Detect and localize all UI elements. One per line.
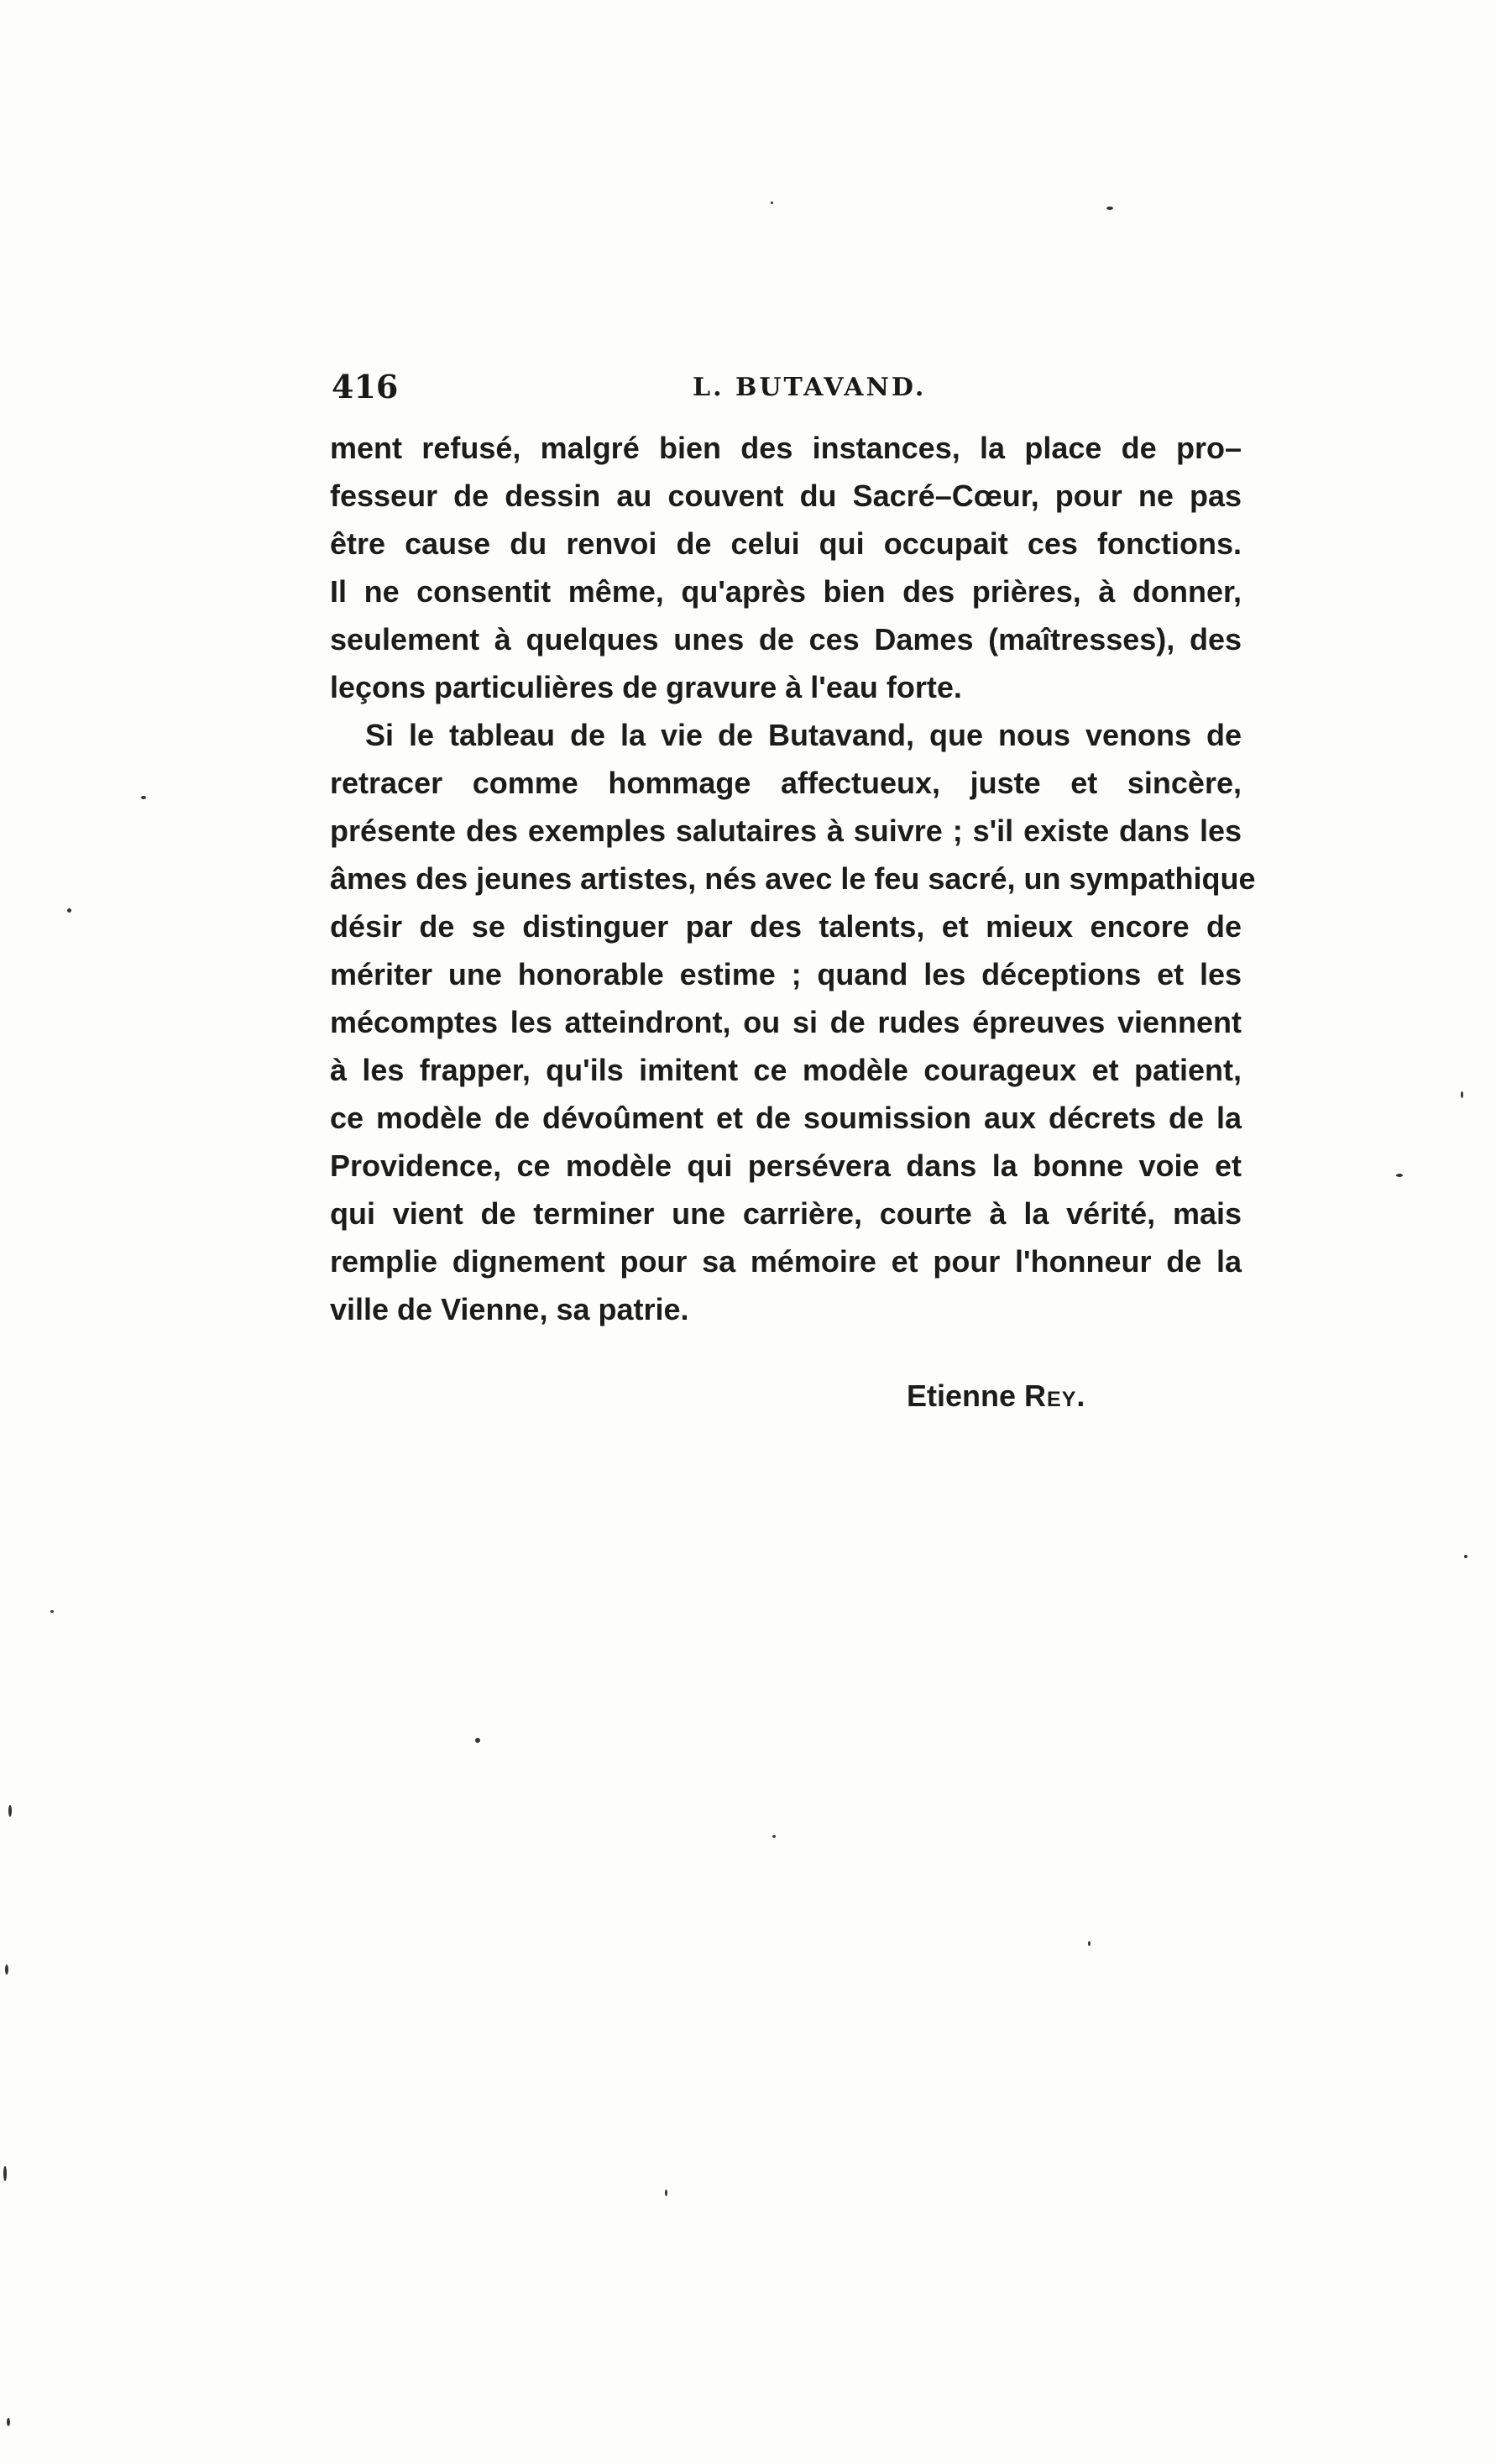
text-line: remplie dignement pour sa mémoire et pour l'honneur de la [330,1244,1242,1279]
paragraph-1 [330,424,1242,711]
scan-speck [1464,1555,1467,1558]
text-line: Si le tableau de la vie de Butavand, que nous venons de [365,718,1242,752]
text-line: mériter une honorable estime ; quand les déceptions et les [330,957,1242,991]
text-line: ment refusé, malgré bien des instances, la place de pro– [330,431,1242,465]
scan-speck [772,1835,776,1838]
scan-speck [8,1805,12,1817]
paragraph-2 [330,711,1256,1333]
scan-speck [5,1964,8,1975]
text-line: à les frapper, qu'ils imitent ce modèle courageux et patient, [330,1053,1242,1087]
scan-speck [1396,1174,1403,1177]
text-line: Il ne consentit même, qu'après bien des prières, à donner, [330,574,1242,609]
text-line: fesseur de dessin au couvent du Sacré–Cœur, pour ne pas [330,479,1242,513]
text-line: mécomptes les atteindront, ou si de rudes épreuves viennent [330,1005,1242,1039]
scan-speck [3,2166,7,2181]
text-line: être cause du renvoi de celui qui occupait ces fonctions. [330,526,1242,561]
scan-speck [1106,207,1113,210]
scan-speck [771,201,773,204]
text-line: leçons particulières de gravure à l'eau forte. [330,670,962,704]
scan-speck [1461,1091,1463,1098]
text-line: âmes des jeunes artistes, nés avec le feu sacré, un sympathique [330,861,1256,896]
text-line: seulement à quelques unes de ces Dames (maîtresses), des [330,622,1242,657]
page-header [332,361,1247,411]
author-signature [907,1378,1085,1414]
text-line: qui vient de terminer une carrière, courte à la vérité, mais [330,1196,1242,1231]
text-line: ville de Vienne, sa patrie. [330,1292,689,1326]
text-line: présente des exemples salutaires à suivre ; s'il existe dans les [330,813,1242,848]
scan-speck [1088,1941,1091,1946]
signature-first-name: Etienne [907,1378,1017,1413]
text-line: ce modèle de dévoûment et de soumission aux décrets de la [330,1101,1242,1135]
text-line: retracer comme hommage affectueux, juste et sincère, [330,766,1242,800]
running-head: L. BUTAVAND. [693,373,927,402]
text-line: désir de se distinguer par des talents, et mieux encore de [330,909,1242,944]
scan-speck [475,1738,480,1743]
scan-speck [665,2189,667,2196]
body-text [330,424,1256,1333]
scan-speck [141,796,146,799]
scan-speck [67,908,71,913]
text-line: Providence, ce modèle qui persévera dans la bonne voie et [330,1148,1242,1183]
signature-last-name: Rey. [1024,1378,1086,1413]
page-number: 416 [332,368,399,405]
scan-speck [50,1610,54,1613]
scan-speck [7,2418,10,2426]
